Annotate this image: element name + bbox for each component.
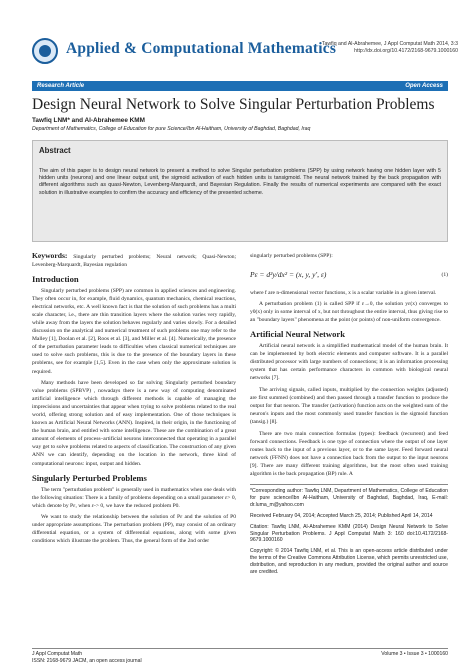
keywords-label: Keywords: [32,251,68,260]
keywords [32,252,236,269]
article-title: Design Neural Network to Solve Singular Perturbation Problems [32,96,435,113]
header-doi-link[interactable]: http://dx.doi.org/10.4172/2168-9679.1000160 [354,48,458,54]
spp-paragraph-2: We want to study the relationship between the solution of Pε and the solution of P0 under appropriate assumptions. The perturbation problem (PP), may consist of an ordinary differential equation, or a system of differential equations, along with some given conditions which illustrate the problem. Thus, the general form of the 2nd order [32,514,236,545]
ann-paragraph-3: There are two main connection formulas (types): feedback (recurrent) and feed forward connections. Feedback is one type of connection where the output of one layer routes back to the input of a previous layer, or to the same layer. Feed forward neural network (FFNN) does not have a connection back from the output to the input neurons [9]. There are many different training algorithms, but the most often used training algorithm is the back propagation (BP) rule. A [250,430,448,477]
journal-title: Applied & Computational Mathematics [66,40,337,57]
pre-equation-text: singularly perturbed problems (SPP): [250,253,333,259]
article-copyright: Copyright: © 2014 Tawfiq LNM, et al. This is an open-access article distributed under the terms of the Creative Commons Attribution License, which permits unrestricted use, distribution, and reproduction in any medium, provided the original author and source are credited. [250,548,448,576]
footer-divider [32,648,448,649]
spp-definition-paragraph: A perturbation problem (1) is called SPP if ε→0, the solution yε(x) converges to y0(x) only in some interval of x, but not throughout the entire interval, thus giving rise to an "boundary layers" phenomena at the point (or points) of non-uniform convergence. [250,301,448,324]
right-column [250,252,448,580]
introduction-heading: Introduction [32,274,79,284]
ann-paragraph-1: Artificial neural network is a simplified mathematical model of the human brain. It can be implemented by both electric elements and computer software. It is a parallel distributed processor with large numbers of connections; it is an information processing system that has certain performance characters in common with biological neural networks [7]. [250,343,448,382]
open-access-label: Open Access [405,83,443,89]
ann-paragraph-2: The arriving signals, called inputs, multiplied by the connection weights (adjusted) are first summed (combined) and then passed through a transfer function to produce the output for that neuron. The transfer (activation) function acts on the weighted sum of the neuron's inputs and the most commonly used transfer function is the sigmoid function (tansig.) [8]. [250,387,448,426]
ann-heading: Artificial Neural Network [250,329,345,340]
article-citation: Citation: Tawfiq LNM, Al-Abrahemee KMM (2014) Design Neural Network to Solve Singular Perturbation Problems. J Appl Computat Math 3: 160 doi:10.4172/2168-9679.1000160 [250,523,448,544]
article-affiliation: Department of Mathematics, College of Education for pure Science/Ibn Al-Haitham, University of Baghdad, Baghdad, Iraq [32,126,311,132]
left-column [32,252,236,549]
footer-issn: ISSN: 2168-9679 JACM, an open access journal [32,658,142,664]
abstract-heading: Abstract [39,146,71,155]
footer-volume: Volume 3 • Issue 3 • 1000160 [381,651,448,657]
keywords-text: Singularly perturbed problems; Neural network; Quasi-Newton; Levenberg-Marquardt, Bayesian regulation [32,254,237,268]
header-citation [322,41,458,55]
equation-1-body [250,271,326,279]
equation-1 [250,264,448,286]
article-dates: Received February 04, 2014; Accepted March 25, 2014; Published April 14, 2014 [250,512,433,519]
footer-journal: J Appl Computat Math [32,651,83,657]
journal-logo [32,38,58,64]
research-article-label: Research Article [37,83,85,89]
abstract-box [32,140,448,242]
footer-journal-info [32,651,142,665]
equation-1-number: (1) [441,271,448,278]
equation-1-lhs: Pε = d²y/dx² [250,269,288,279]
equation-1-rhs: = (x, y, y′, ε) [288,269,327,279]
post-equation-text: where f are n-dimensional vector functions, x is a scalar variable in a given interval. [250,289,437,296]
article-footnote [250,484,448,576]
corresponding-author: *Corresponding author: Tawfiq LNM, Department of Mathematics, College of Education for pure science/Ibn Al-Haitham, University of Baghdad, Baghdad, Iraq, E-mail: dr.luma_m@yahoo.com [250,488,448,508]
spp-paragraph-1: The term "perturbation problem" is generally used in mathematics when one deals with the following situation: There is a family of problems depending on a small parameter ε> 0, which denote by Pε, when ε-> 0, we have the reduced problem P0. [32,486,236,509]
spp-heading: Singularly Perturbed Problems [32,472,147,483]
abstract-text: The aim of this paper is to design neural network to present a method to solve Singular perturbation problems (SPP) by using network having one hidden layer with 5 hidden units (neurons) and one linear output unit, the sigmoid activation of each hidden units is tansigmoid. The neural network trained by the back propagation with different algorithms such as quasi-Newton, Levenberg-Marquardt, and Bayesian Regulation. Finally the results of numerical experiments are compared with the exact solution in illustrative examples to confirm the accuracy and efficiency of the presented scheme. [39,168,441,196]
intro-paragraph-2: Many methods have been developed so far solving Singularly perturbed boundary value problems (SPBVP) , nowadays there is a new way of computing denominated artificial intelligence which through different methods is capable of managing the imprecisions and uncertainties that appear when trying to solve problems related to the real world, offering strong solution and of easy implementation. One of those techniques is known as Artificial Neural Networks (ANN). Inspired, in their origin, in the functioning of the human brain, and entitled with some intelligence. These are the combination of a great amount of elements of process–artificial neurons interconnected that operating in a parallel way get to solve problems related to aspects of classification. The construction of any given ANN we can identify, depending on the location in the network, three kind of computational neurons: input, output and hidden. [32,380,236,467]
intro-paragraph-1: Singularly perturbed problems (SPP) are common in applied sciences and engineering. They often occur in, for example, fluid dynamics, quantum mechanics, chemical reactions, electrical networks, etc. A well known fact is that the solution of such problems has a multi scale character, i.e., there are thin transition layers where the solution varies very rapidly, while away from the layers the solution behaves regularly and varies slowly. For a detailed discussion on the analytical and numerical treatment of such problems one may refer to the Malley [1], Doolan et al. [2], Roos et al. [3], and Miller et al. [4]. Numerically, the presence of the perturbation parameter leads to difficulties when classical numerical techniques are used to solve such problems, this is due to the presence of the boundary layers in these problems, see for example [1,5]. Even in the case when only the approximate solution is required. [32,288,236,375]
article-authors: Tawfiq LNM* and Al-Abrahemee KMM [32,117,145,124]
header-citation-line1: Tawfiq and Al-Abrahemee, J Appl Computat Math 2014, 3:3 [321,41,458,47]
article-type-bar [32,81,448,91]
